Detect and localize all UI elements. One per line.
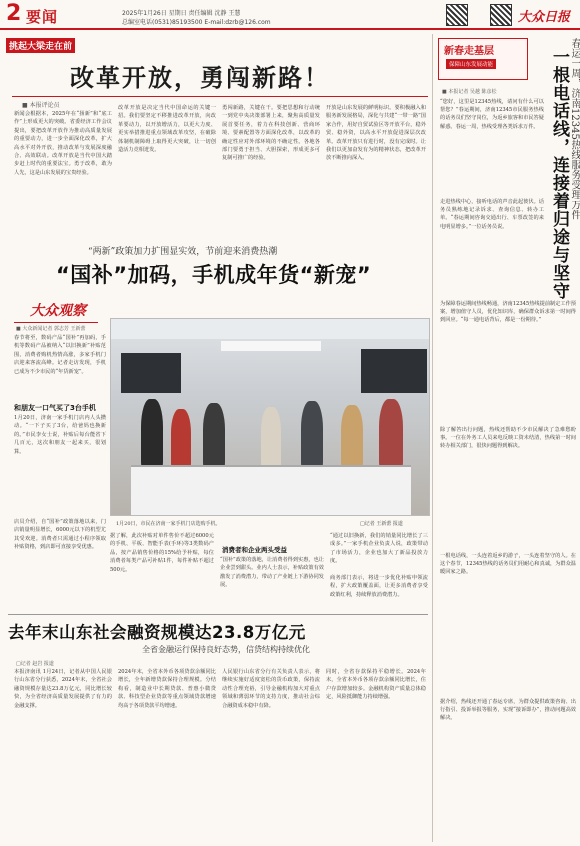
column-logo: 大众观察 [30, 303, 86, 319]
qr-code-icon [490, 4, 512, 26]
masthead-info: 2025年1月26日 星期日 责任编辑 沈静 王慧 [122, 10, 241, 17]
feature-paragraph: “通过以旧换新，我们的销量同比增长了三成多。”一家手机企业负责人说，政策带动了市场活力，企业也加大了新品投放力度。 [330, 533, 428, 565]
divider [8, 614, 428, 615]
feature-subhead: 消费者和企业两头受益 [222, 546, 287, 554]
story-paragraph: 人民银行山东省分行有关负责人表示，将继续实施好适度宽松的货币政策，保持流动性合理充裕，引导金融机构加大对重点领域和薄弱环节的支持力度，推动社会综合融资成本稳中有降。 [222, 669, 320, 709]
qr-code-icon [446, 4, 468, 26]
story-headline: 去年末山东社会融资规模达23.8万亿元 [8, 623, 306, 642]
feature-subhead: 和朋友一口气买了3台手机 [14, 404, 96, 412]
right-paragraph: “您好，这里是12345热线，请问有什么可以帮您？”春运期间，济南12345市民服务热线的话务员们坚守岗位，为返乡旅客和市民答疑解惑。春运一周，热线受理各类诉求万件。 [440, 99, 544, 130]
editorial-paragraph: 勇闯新路，关键在干。要把思想和行动统一到党中央决策部署上来，聚焦高质量发展首要任务，着力在科技创新、营商环境、要素配置等方面深化改革，以改革的确定性应对外部环境的不确定性。各地各部门要勇于担当、大胆探索，形成更多可复制可推广的经验。 [222, 105, 320, 162]
story-paragraph: 同时，全省存款保持平稳增长。2024年末，全省本外币各项存款余额同比增长，住户存款增加较多。金融机构资产质量总体稳定，风险抵御能力持续增强。 [326, 669, 426, 701]
photo-caption: 1月20日，市民在济南一家手机门店选购手机。 [116, 521, 221, 527]
divider [12, 96, 428, 97]
right-byline: ■ 本报记者 吴越 陈彦松 [442, 89, 497, 95]
feature-kicker: “两新”政策加力扩围显实效，节前迎来消费热潮 [88, 247, 278, 257]
feature-paragraph: 春节将至，数码产品“国补”再加码，手机等数码产品被纳入“以旧换新”补贴范围，消费者购机热情高涨，多家手机门店迎来客流高峰。记者走访发现，手机已成为不少市民的“年货新宠”。 [14, 335, 106, 375]
divider [14, 322, 98, 323]
feature-paragraph: 据了解，此次补贴对单件售价不超过6000元的手机、平板、智能手表(手环)等3类数码产品，按产品销售价格的15%给予补贴，每位消费者每类产品可补贴1件，每件补贴不超过500元。 [110, 533, 214, 573]
editorial-paragraph: 新闻会根据本，2025年在“扬新”和“底工作”上形成更大的突破。省委经济工作会议提出，要把改革开放作为推动高质量发展的重要动力，进一步全面深化改革，扩大高水平对外开放，推动改革与发展深度融合、高效联动。改革开放是当代中国大踏步赶上时代的重要法宝。勇于改革，敢为人先，这是山东发展的宝贵经验。 [14, 111, 112, 176]
masthead [0, 0, 580, 30]
feature-paragraph: 店员介绍，自“国补”政策落地以来，门店销量明显增长，6000元以下的机型尤其受欢迎。消费者只需通过小程序领取补贴资格，到店即可直接享受优惠。 [14, 519, 106, 551]
story-byline: □记者 赵岩 报道 [16, 661, 54, 667]
column-banner-subtitle: 保障山东发展动能 [446, 59, 496, 69]
editorial-paragraph: 开放是山东发展的鲜明标识。要积极融入和服务新发展格局，深化与共建“一带一路”国家合作，用好自贸试验区等开放平台，稳外贸、稳外资，以高水平开放促进深层次改革。改革开放只有进行时，没有完成时。让我们以更加奋发有为的精神状态，把改革开放不断推向深入。 [326, 105, 426, 162]
column-divider [432, 34, 433, 842]
section-name: 要闻 [26, 8, 59, 26]
column-banner-title: 新春走基层 [444, 46, 494, 57]
editorial-headline: 改革开放，勇闯新路！ [70, 64, 330, 92]
feature-photo [110, 318, 430, 516]
vertical-kicker: 春运一周，济南12345热线服务受理万件 [569, 38, 580, 220]
right-paragraph: 除了解答出行问题，热线还帮助不少市民解决了急难愁盼事。一位在外务工人员来电反映工资未结清，热线第一时间转办相关部门，很快问题得到解决。 [440, 427, 576, 450]
right-paragraph: 据介绍，热线还开通了春运专席，为群众提供政策咨询、出行指引、投诉举报等服务，实现“接诉即办”，推动问题高效解决。 [440, 699, 576, 722]
story-paragraph: 2024年末，全省本外币各项贷款余额同比增长，全年新增贷款保持合理规模。分结构看，制造业中长期贷款、普惠小微贷款、科技型企业贷款等重点领域贷款增速均高于各项贷款平均增速。 [118, 669, 216, 709]
editorial-byline: ■ 本报评论员 [22, 102, 60, 109]
right-paragraph: 一根电话线，一头连着返乡的游子，一头连着坚守的人。在这个春节，12345热线的话务员们用耐心和真诚，为群众温暖回家之路。 [440, 553, 576, 576]
editorial-paragraph: 改革开放是决定当代中国命运的关键一招。我们要坚定不移推进改革开放，向改革要动力，以开放增活力，以更大力度、更实举措推进重点领域改革攻坚，在破除体制机制障碍上取得更大突破，让一切创造活力竞相迸发。 [118, 105, 216, 154]
feature-paragraph: 商务部门表示，将进一步优化补贴申领流程，扩大政策覆盖面，让更多消费者享受政策红利，持续释放消费潜力。 [330, 575, 428, 598]
page-number: 2 [6, 1, 22, 26]
right-paragraph: 为保障春运期间热线畅通，济南12345热线提前制定工作预案，增加值守人员，优化知识库，确保群众诉求第一时间得到回应。“每一通电话背后，都是一份期待。” [440, 301, 576, 324]
section-tag: 挑起大梁走在前 [6, 38, 75, 53]
vertical-headline: 一根电话线，连接着归途与坚守 [549, 48, 569, 300]
feature-headline: “国补”加码，手机成年货“新宠” [56, 263, 372, 287]
feature-paragraph: “国补”政策的落地，让消费者得到实惠，也让企业尝到甜头。业内人士表示，补贴政策有效激发了消费潜力，带动了产业链上下游协同发展。 [220, 557, 324, 589]
feature-byline: ■ 大众新闻记者 郭志芳 王新蕾 [16, 326, 86, 332]
newspaper-logo: 大众日报 [518, 10, 571, 25]
masthead-contact: 总编室电话(0531)85193500 E-mail:dzrb@126.com [122, 19, 271, 26]
feature-paragraph: 1月20日，济南一家手机门店内人头攒动。“一下子买了3台，给爸妈也换新的。”市民李女士说，补贴后每台能省下几百元，这次和朋友一起来买，很划算。 [14, 415, 106, 455]
story-paragraph: 本报济南讯 1月24日，记者从中国人民银行山东省分行获悉，2024年末，全省社会融资规模存量达23.8万亿元，同比增长较快，为全省经济高质量发展提供了有力的金融支撑。 [14, 669, 112, 709]
right-paragraph: 走进热线中心，接听电话的声音此起彼伏。话务员熟练地记录诉求、查询信息、转办工单。“春运期间咨询交通出行、车票改签的来电明显增多。”一位话务员说。 [440, 199, 544, 230]
story-subheadline: 全省金融运行保持良好态势，信贷结构持续优化 [142, 645, 310, 654]
photo-credit: □记者 王新蕾 报道 [360, 521, 403, 527]
